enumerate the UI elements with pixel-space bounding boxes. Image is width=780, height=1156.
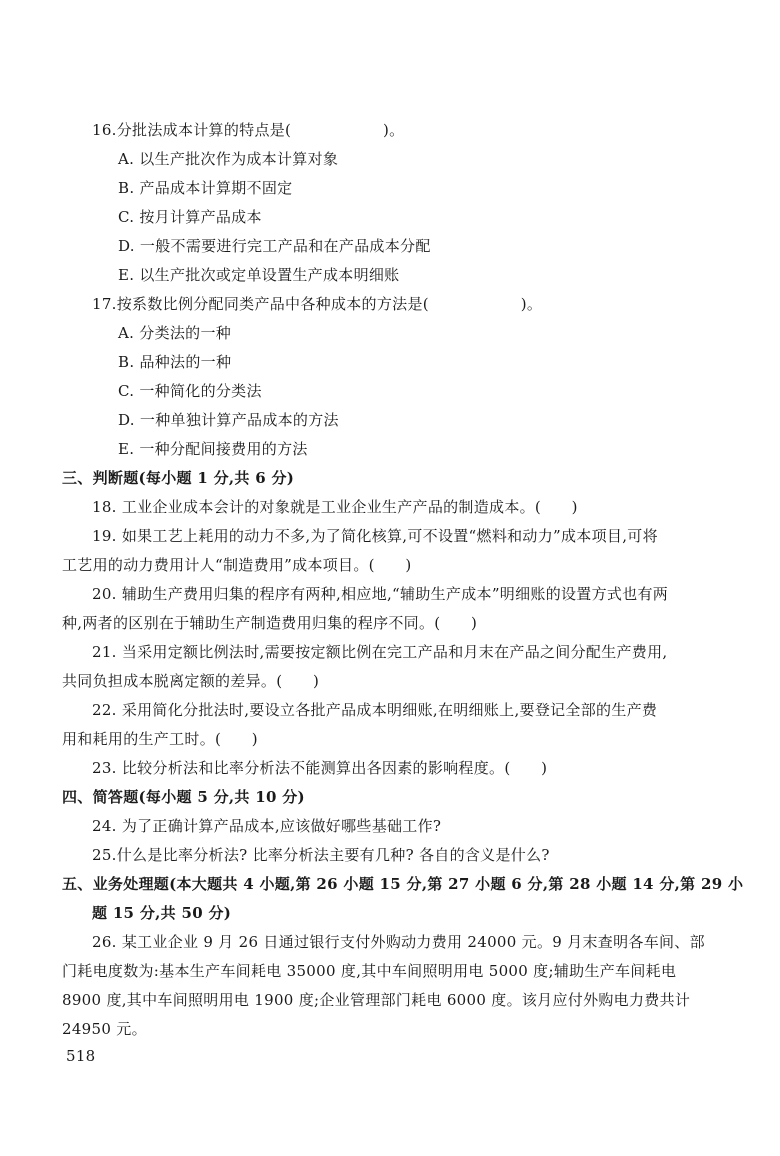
question-17-stem: 17.按系数比例分配同类产品中各种成本的方法是( )。: [92, 295, 543, 313]
question-17-option-c: C. 一种简化的分类法: [118, 382, 262, 400]
section-3-heading: 三、判断题(每小题 1 分,共 6 分): [62, 469, 295, 487]
question-19-line-2: 工艺用的动力费用计人“制造费用”成本项目。( ): [62, 556, 412, 574]
question-16-option-d: D. 一般不需要进行完工产品和在产品成本分配: [118, 237, 431, 255]
question-20-line-2: 种,两者的区别在于辅助生产制造费用归集的程序不同。( ): [62, 614, 478, 632]
question-23: 23. 比较分析法和比率分析法不能测算出各因素的影响程度。( ): [92, 759, 548, 777]
question-26-line-3: 8900 度,其中车间照明用电 1900 度;企业管理部门耗电 6000 度。该月应付外购电力费共计: [62, 991, 691, 1009]
question-16-option-b: B. 产品成本计算期不固定: [118, 179, 293, 197]
question-20-line-1: 20. 辅助生产费用归集的程序有两种,相应地,“辅助生产成本”明细账的设置方式也有两: [92, 585, 669, 603]
question-16-stem: 16.分批法成本计算的特点是( )。: [92, 121, 405, 139]
question-25: 25.什么是比率分析法? 比率分析法主要有几种? 各自的含义是什么?: [92, 846, 550, 864]
question-24: 24. 为了正确计算产品成本,应该做好哪些基础工作?: [92, 817, 442, 835]
question-19-line-1: 19. 如果工艺上耗用的动力不多,为了简化核算,可不设置“燃料和动力”成本项目,可将: [92, 527, 658, 545]
question-21-line-1: 21. 当采用定额比例法时,需要按定额比例在完工产品和月末在产品之间分配生产费用,: [92, 643, 668, 661]
question-16-option-c: C. 按月计算产品成本: [118, 208, 262, 226]
section-5-heading-line-2: 题 15 分,共 50 分): [92, 904, 232, 922]
question-17-option-d: D. 一种单独计算产品成本的方法: [118, 411, 339, 429]
question-17-option-e: E. 一种分配间接费用的方法: [118, 440, 308, 458]
question-26-line-1: 26. 某工业企业 9 月 26 日通过银行支付外购动力费用 24000 元。9 月末查明各车间、部: [92, 933, 705, 951]
question-21-line-2: 共同负担成本脱离定额的差异。( ): [62, 672, 320, 690]
question-17-option-a: A. 分类法的一种: [118, 324, 232, 342]
question-16-option-e: E. 以生产批次或定单设置生产成本明细账: [118, 266, 400, 284]
question-17-option-b: B. 品种法的一种: [118, 353, 232, 371]
question-26-line-2: 门耗电度数为:基本生产车间耗电 35000 度,其中车间照明用电 5000 度;辅助生产车间耗电: [62, 962, 677, 980]
page-number: 518: [66, 1047, 96, 1065]
question-26-line-4: 24950 元。: [62, 1020, 147, 1038]
question-16-option-a: A. 以生产批次作为成本计算对象: [118, 150, 339, 168]
section-5-heading-line-1: 五、业务处理题(本大题共 4 小题,第 26 小题 15 分,第 27 小题 6 分,第 28 小题 14 分,第 29 小: [62, 875, 744, 893]
section-4-heading: 四、简答题(每小题 5 分,共 10 分): [62, 788, 305, 806]
question-22-line-1: 22. 采用简化分批法时,要设立各批产品成本明细账,在明细账上,要登记全部的生产费: [92, 701, 658, 719]
question-22-line-2: 用和耗用的生产工时。( ): [62, 730, 258, 748]
question-18: 18. 工业企业成本会计的对象就是工业企业生产产品的制造成本。( ): [92, 498, 578, 516]
